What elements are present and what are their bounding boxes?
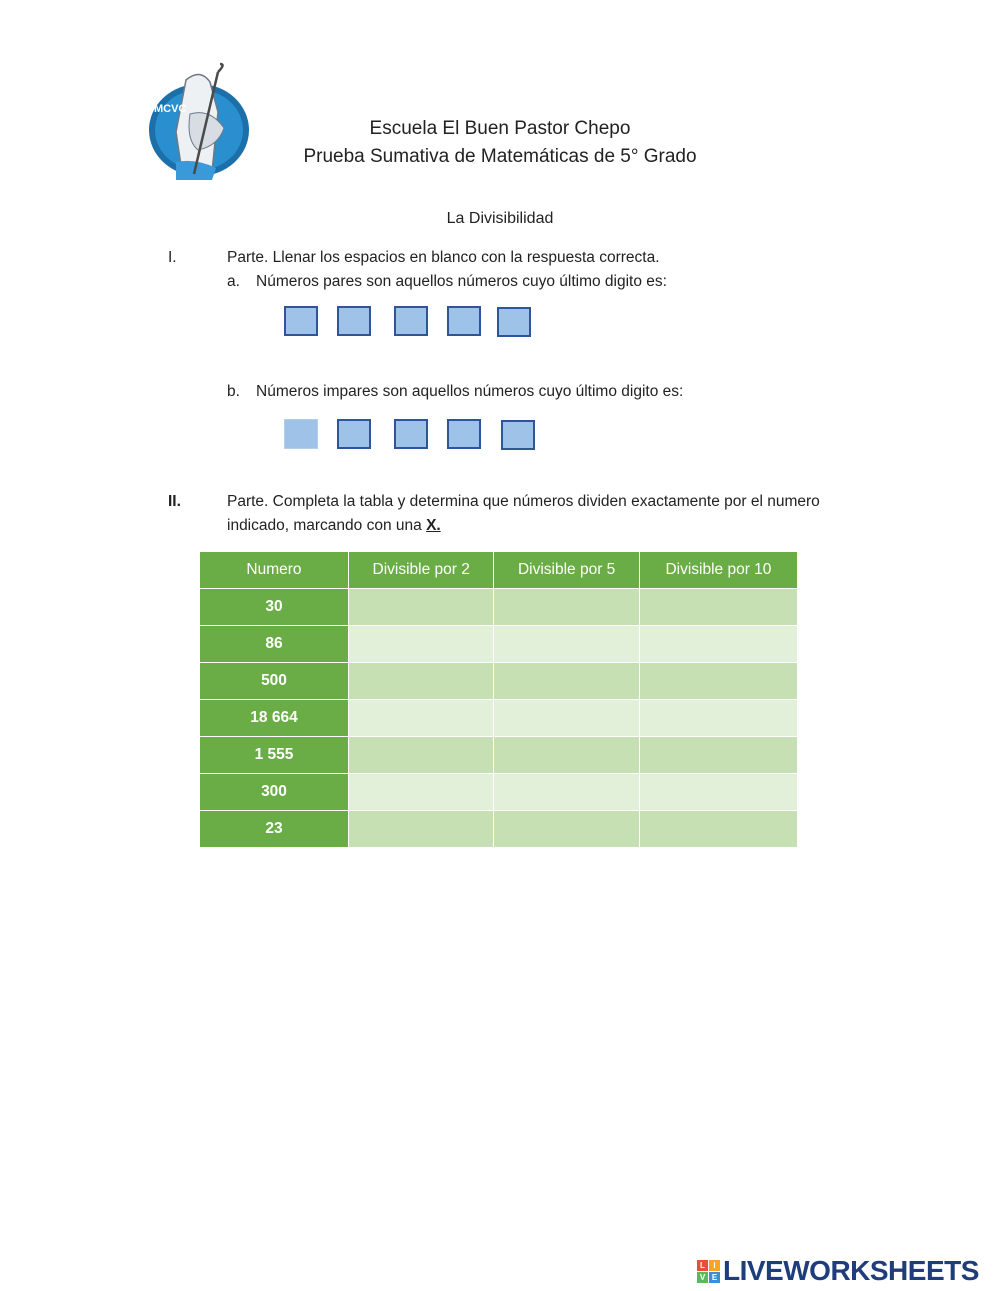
cell-div10[interactable] [639, 626, 797, 663]
cell-div5[interactable] [494, 737, 639, 774]
header-numero: Numero [200, 552, 349, 589]
row-number: 30 [200, 589, 349, 626]
table-row [200, 737, 798, 774]
x-mark-label: X. [426, 517, 441, 534]
part1-b-letter: b. [227, 383, 240, 400]
brand-text: LIVEWORKSHEETS [723, 1255, 979, 1286]
cell-div10[interactable] [639, 811, 797, 848]
divisibility-table [199, 551, 798, 848]
cell-div5[interactable] [494, 663, 639, 700]
brand-icon-letter: I [709, 1260, 720, 1271]
part2-instruction-line2: indicado, marcando con una X. [227, 517, 441, 534]
answer-box-odd-2[interactable] [337, 419, 371, 449]
header-divisible-2: Divisible por 2 [349, 552, 494, 589]
brand-icon-letter: E [709, 1272, 720, 1283]
topic-title: La Divisibilidad [446, 210, 554, 227]
answer-box-odd-3[interactable] [394, 419, 428, 449]
table-row [200, 774, 798, 811]
part1-instruction: Parte. Llenar los espacios en blanco con la respuesta correcta. [227, 249, 660, 266]
header-divisible-10: Divisible por 10 [639, 552, 797, 589]
cell-div2[interactable] [349, 774, 494, 811]
cell-div5[interactable] [494, 700, 639, 737]
cell-div2[interactable] [349, 737, 494, 774]
part1-a-question: Números pares son aquellos números cuyo último digito es: [256, 273, 667, 290]
cell-div10[interactable] [639, 737, 797, 774]
cell-div10[interactable] [639, 589, 797, 626]
header-divisible-5: Divisible por 5 [494, 552, 639, 589]
cell-div2[interactable] [349, 811, 494, 848]
row-number: 18 664 [200, 700, 349, 737]
table-row [200, 700, 798, 737]
answer-box-even-4[interactable] [447, 306, 481, 336]
cell-div5[interactable] [494, 774, 639, 811]
cell-div10[interactable] [639, 700, 797, 737]
table-row [200, 589, 798, 626]
answer-box-even-1[interactable] [284, 306, 318, 336]
exam-title: Prueba Sumativa de Matemáticas de 5° Grado [303, 146, 697, 167]
part1-numeral: I. [168, 249, 177, 266]
answer-box-odd-5[interactable] [501, 420, 535, 450]
cell-div2[interactable] [349, 700, 494, 737]
row-number: 86 [200, 626, 349, 663]
cell-div10[interactable] [639, 774, 797, 811]
answer-box-even-2[interactable] [337, 306, 371, 336]
cell-div5[interactable] [494, 589, 639, 626]
answer-box-odd-1[interactable] [284, 419, 318, 449]
part1-a-letter: a. [227, 273, 240, 290]
part1-b-question: Números impares son aquellos números cuyo último digito es: [256, 383, 684, 400]
row-number: 1 555 [200, 737, 349, 774]
brand-icon-letter: V [697, 1272, 708, 1283]
svg-text:MCVC: MCVC [154, 103, 187, 115]
table-row [200, 811, 798, 848]
table-header-row [200, 552, 798, 589]
answer-box-odd-4[interactable] [447, 419, 481, 449]
table-row [200, 626, 798, 663]
brand-icon-letter: L [697, 1260, 708, 1271]
cell-div10[interactable] [639, 663, 797, 700]
liveworksheets-logo-icon [697, 1260, 720, 1283]
table-row [200, 663, 798, 700]
row-number: 23 [200, 811, 349, 848]
cell-div5[interactable] [494, 626, 639, 663]
answer-box-even-3[interactable] [394, 306, 428, 336]
school-name: Escuela El Buen Pastor Chepo [369, 118, 631, 139]
row-number: 500 [200, 663, 349, 700]
cell-div2[interactable] [349, 589, 494, 626]
row-number: 300 [200, 774, 349, 811]
cell-div2[interactable] [349, 626, 494, 663]
answer-box-even-5[interactable] [497, 307, 531, 337]
cell-div5[interactable] [494, 811, 639, 848]
part2-numeral: II. [168, 493, 181, 510]
cell-div2[interactable] [349, 663, 494, 700]
part2-instruction-line1: Parte. Completa la tabla y determina que números dividen exactamente por el numero [227, 493, 820, 510]
liveworksheets-brand [697, 1255, 979, 1287]
